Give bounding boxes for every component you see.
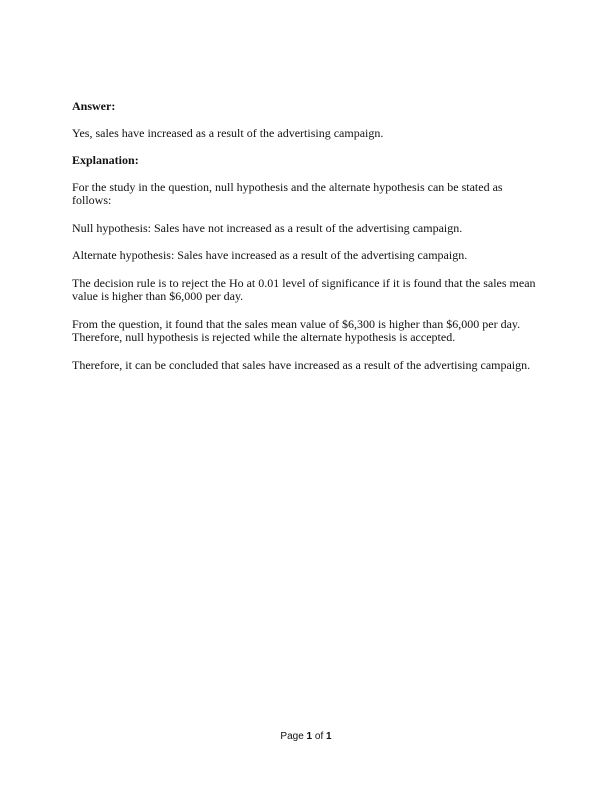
null-hypothesis-paragraph: Null hypothesis: Sales have not increased as a result of the advertising campaign. bbox=[72, 220, 463, 235]
alternate-hypothesis-paragraph: Alternate hypothesis: Sales have increased as a result of the advertising campaign. bbox=[72, 248, 468, 262]
finding-paragraph: From the question, it found that the sales mean value of $6,300 is higher than $6,000 per day. Therefore, null hypothesis is rejected while the alternate hypothesis is accepted. bbox=[72, 316, 521, 344]
footer-total-pages: 1 bbox=[326, 731, 332, 742]
answer-text: Yes, sales have increased as a result of the advertising campaign. bbox=[72, 125, 384, 140]
answer-heading: Answer: bbox=[72, 99, 116, 113]
conclusion-paragraph: Therefore, it can be concluded that sales have increased as a result of the advertising campaign. bbox=[72, 357, 531, 372]
footer-current-page: 1 bbox=[306, 731, 313, 742]
footer-page-word: Page bbox=[280, 731, 304, 742]
page-footer bbox=[0, 731, 612, 742]
document-body bbox=[72, 100, 542, 386]
decision-rule-paragraph: The decision rule is to reject the Ho at 0.01 level of significance if it is found that the sales mean value is higher than $6,000 per day. bbox=[72, 275, 536, 303]
explanation-heading: Explanation: bbox=[72, 153, 139, 167]
footer-of-word: of bbox=[314, 731, 324, 742]
explanation-paragraph-intro: For the study in the question, null hypothesis and the alternate hypothesis can be stated as follows: bbox=[72, 179, 503, 207]
